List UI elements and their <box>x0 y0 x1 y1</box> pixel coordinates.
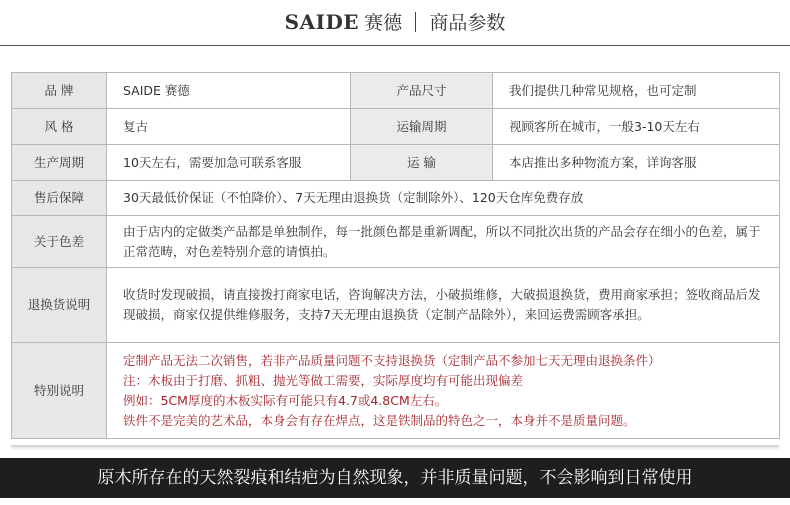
special-note-line: 例如：5CM厚度的木板实际有可能只有4.7或4.8CM左右。 <box>123 392 448 408</box>
label-style: 风 格 <box>12 109 107 145</box>
footer-notice-text: 原木所存在的天然裂痕和结疤为自然现象，并非质量问题，不会影响到日常使用 <box>97 468 693 488</box>
page-header <box>0 8 790 42</box>
label-returns: 退换货说明 <box>12 268 107 343</box>
table-row <box>12 73 780 109</box>
value-special-notes <box>107 343 780 439</box>
value-shipping-period: 视顾客所在城市，一般3-10天左右 <box>493 109 780 145</box>
special-note-line: 铁件不是完美的艺术品，本身会有存在焊点，这是铁制品的特色之一，本身并不是质量问题。 <box>123 412 636 428</box>
table-row <box>12 109 780 145</box>
value-color-difference: 由于店内的定做类产品都是单独制作，每一批颜色都是重新调配，所以不同批次出货的产品会存在细小的色差，属于正常范畴，对色差特别介意的请慎拍。 <box>107 216 780 268</box>
special-note-line: 注：木板由于打磨、抓粗、抛光等做工需要，实际厚度均有可能出现偏差 <box>123 372 524 388</box>
label-production-period: 生产周期 <box>12 145 107 181</box>
title-divider <box>415 12 416 32</box>
value-size: 我们提供几种常见规格，也可定制 <box>493 73 780 109</box>
label-shipping-period: 运输周期 <box>351 109 493 145</box>
brand-name-cn: 赛德 <box>364 12 403 34</box>
table-row <box>12 145 780 181</box>
value-style: 复古 <box>107 109 351 145</box>
table-row <box>12 181 780 216</box>
value-brand: SAIDE 赛德 <box>107 73 351 109</box>
brand-name: SAIDE <box>284 10 360 34</box>
value-production-period: 10天左右，需要加急可联系客服 <box>107 145 351 181</box>
label-color-difference: 关于色差 <box>12 216 107 268</box>
header-rule <box>0 45 790 46</box>
table-row <box>12 268 780 343</box>
label-transport: 运 输 <box>351 145 493 181</box>
table-shadow <box>11 445 779 450</box>
page-title: 商品参数 <box>429 12 506 34</box>
value-after-sales: 30天最低价保证（不怕降价）、7天无理由退换货（定制除外）、120天仓库免费存放 <box>107 181 780 216</box>
spec-table <box>11 72 780 439</box>
value-returns: 收货时发现破损，请直接拨打商家电话，咨询解决方法，小破损维修，大破损退换货，费用商家承担；签收商品后发现破损，商家仅提供维修服务，支持7天无理由退换货（定制产品除外），来回运费需顾客承担。 <box>107 268 780 343</box>
table-row <box>12 343 780 439</box>
value-transport: 本店推出多种物流方案，详询客服 <box>493 145 780 181</box>
label-brand: 品 牌 <box>12 73 107 109</box>
label-size: 产品尺寸 <box>351 73 493 109</box>
special-note-line: 定制产品无法二次销售，若非产品质量问题不支持退换货（定制产品不参加七天无理由退换条件） <box>123 352 661 368</box>
label-after-sales: 售后保障 <box>12 181 107 216</box>
label-special-notes: 特别说明 <box>12 343 107 439</box>
table-row <box>12 216 780 268</box>
footer-notice-bar <box>0 458 790 498</box>
